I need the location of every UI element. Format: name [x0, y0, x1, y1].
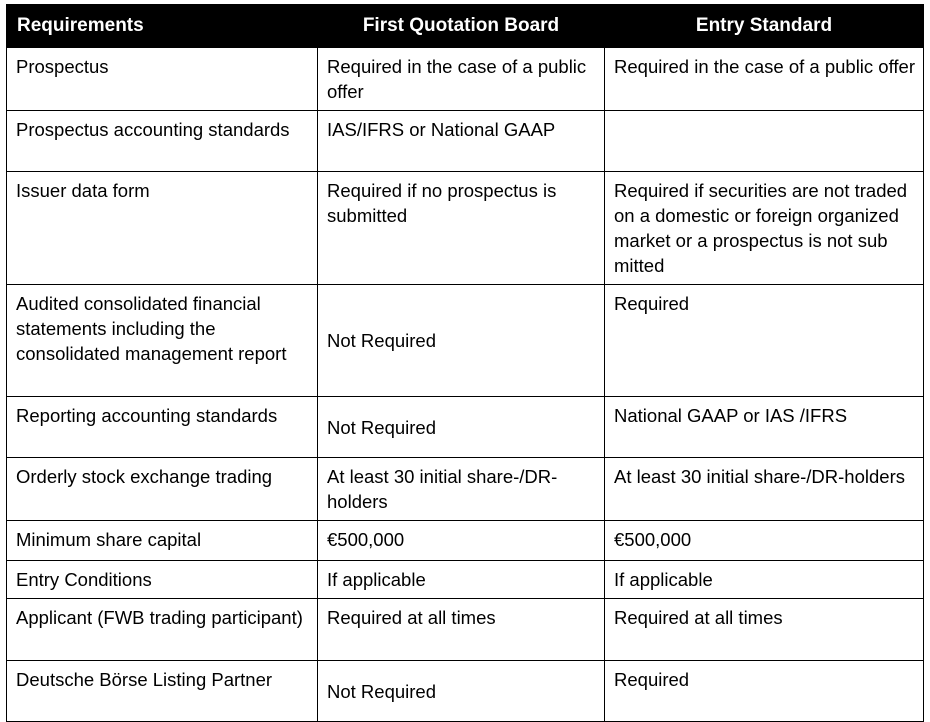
cell-requirement: Orderly stock exchange trading — [7, 458, 318, 521]
requirements-table — [6, 4, 924, 722]
cell-first-quotation-board: Required if no prospectus is submitted — [318, 172, 605, 285]
table-row — [7, 172, 924, 285]
table-row — [7, 285, 924, 397]
cell-first-quotation-board: €500,000 — [318, 521, 605, 561]
table-row — [7, 521, 924, 561]
table-row — [7, 458, 924, 521]
cell-first-quotation-board: Not Required — [318, 285, 605, 397]
table-row — [7, 397, 924, 458]
cell-first-quotation-board: At least 30 initial share-/DR-holders — [318, 458, 605, 521]
header-entry-standard: Entry Standard — [605, 5, 924, 48]
cell-entry-standard: €500,000 — [605, 521, 924, 561]
cell-first-quotation-board: IAS/IFRS or National GAAP — [318, 111, 605, 172]
cell-requirement: Audited consolidated financial statements including the consolidated management report — [7, 285, 318, 397]
cell-requirement: Prospectus accounting standards — [7, 111, 318, 172]
cell-first-quotation-board: If applicable — [318, 561, 605, 599]
cell-requirement: Reporting accounting standards — [7, 397, 318, 458]
cell-entry-standard: Required — [605, 285, 924, 397]
cell-first-quotation-board: Required at all times — [318, 599, 605, 661]
cell-entry-standard: If applicable — [605, 561, 924, 599]
cell-entry-standard: Required in the case of a public offer — [605, 48, 924, 111]
cell-first-quotation-board: Not Required — [318, 397, 605, 458]
cell-entry-standard — [605, 111, 924, 172]
cell-requirement: Applicant (FWB trading participant) — [7, 599, 318, 661]
cell-first-quotation-board: Not Required — [318, 661, 605, 722]
table-row — [7, 561, 924, 599]
table-row — [7, 48, 924, 111]
cell-entry-standard: At least 30 initial share-/DR-holders — [605, 458, 924, 521]
cell-first-quotation-board: Required in the case of a public offer — [318, 48, 605, 111]
cell-requirement: Entry Conditions — [7, 561, 318, 599]
header-requirements: Requirements — [7, 5, 318, 48]
cell-entry-standard: Required if securities are not traded on a domestic or foreign organized market or a prospectus is not sub mitted — [605, 172, 924, 285]
cell-requirement: Deutsche Börse Listing Partner — [7, 661, 318, 722]
cell-requirement: Prospectus — [7, 48, 318, 111]
header-row — [7, 5, 924, 48]
header-first-quotation-board: First Quotation Board — [318, 5, 605, 48]
cell-entry-standard: Required — [605, 661, 924, 722]
table-body — [7, 48, 924, 722]
table-header — [7, 5, 924, 48]
cell-requirement: Minimum share capital — [7, 521, 318, 561]
cell-entry-standard: Required at all times — [605, 599, 924, 661]
cell-requirement: Issuer data form — [7, 172, 318, 285]
table-row — [7, 599, 924, 661]
table-row — [7, 661, 924, 722]
table-row — [7, 111, 924, 172]
cell-entry-standard: National GAAP or IAS /IFRS — [605, 397, 924, 458]
